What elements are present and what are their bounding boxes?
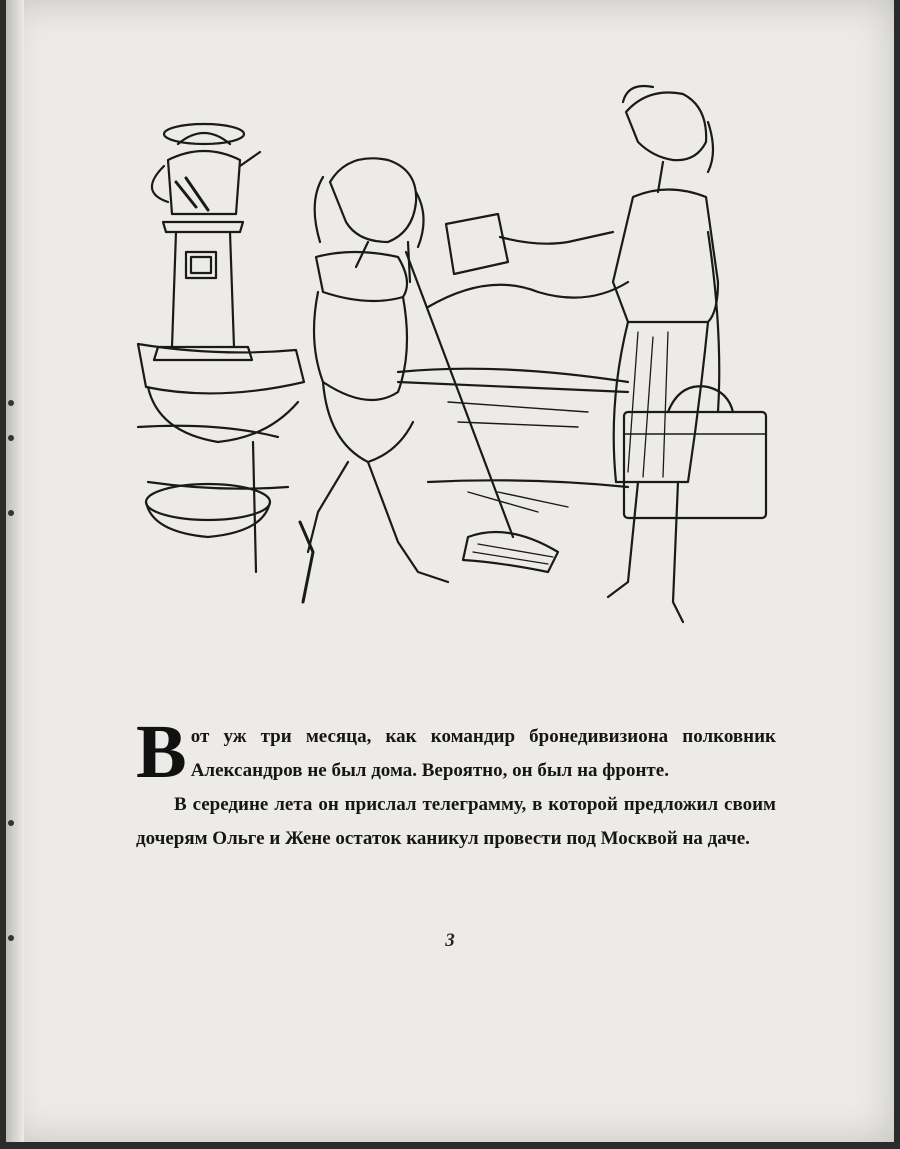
story-text bbox=[136, 710, 776, 856]
paragraph-1-text: от уж три месяца, как командир бронедивизиона полковник Александров не был дома. Вероятно, он был на фронте. bbox=[190, 726, 776, 781]
telegram-icon bbox=[446, 214, 613, 274]
paragraph-2: В середине лета он прислал телеграмму, в которой предложил своим дочерям Ольге и Жене остаток каникул провести под Москвой на даче. bbox=[136, 794, 776, 849]
broom-icon bbox=[406, 252, 558, 572]
stove-icon bbox=[154, 222, 252, 360]
basin-icon bbox=[146, 484, 270, 537]
bed-icon bbox=[398, 282, 628, 512]
drop-cap: В bbox=[136, 710, 187, 794]
table-icon bbox=[138, 344, 304, 572]
binding-hole bbox=[8, 820, 14, 826]
book-page bbox=[6, 0, 894, 1142]
kettle-icon bbox=[152, 124, 260, 214]
page-number: 3 bbox=[445, 930, 455, 951]
girl-with-broom-icon bbox=[300, 158, 448, 602]
page-edge-shadow bbox=[6, 0, 24, 1142]
binding-hole bbox=[8, 510, 14, 516]
binding-hole bbox=[8, 400, 14, 406]
binding-hole bbox=[8, 435, 14, 441]
paragraph-1 bbox=[136, 710, 776, 794]
two-girls-drawing-icon bbox=[68, 82, 788, 642]
girl-with-suitcase-icon bbox=[608, 86, 719, 622]
